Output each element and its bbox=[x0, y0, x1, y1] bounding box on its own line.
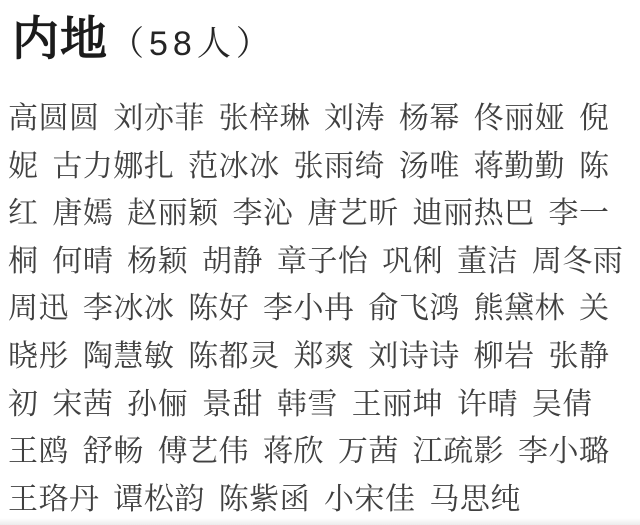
region-title: 内地 bbox=[12, 12, 108, 65]
names-line-4: 桐 何晴 杨颖 胡静 章子怡 巩俐 董洁 周冬雨 bbox=[8, 244, 624, 278]
names-line-6: 晓彤 陶慧敏 陈都灵 郑爽 刘诗诗 柳岩 张静 bbox=[8, 339, 610, 373]
names-line-9: 王珞丹 谭松韵 陈紫函 小宋佳 马思纯 bbox=[8, 482, 521, 516]
names-line-2: 妮 古力娜扎 范冰冰 张雨绮 汤唯 蒋勤勤 陈 bbox=[8, 149, 610, 183]
names-line-5: 周迅 李冰冰 陈好 李小冉 俞飞鸿 熊黛林 关 bbox=[8, 292, 610, 326]
names-line-7: 初 宋茜 孙俪 景甜 韩雪 王丽坤 许晴 吴倩 bbox=[8, 387, 593, 421]
names-list bbox=[8, 95, 640, 523]
names-line-3: 红 唐嫣 赵丽颖 李沁 唐艺昕 迪丽热巴 李一 bbox=[8, 197, 610, 231]
names-line-1: 高圆圆 刘亦菲 张梓琳 刘涛 杨幂 佟丽娅 倪 bbox=[8, 102, 610, 135]
names-line-8: 王鸥 舒畅 傅艺伟 蒋欣 万茜 江疏影 李小璐 bbox=[8, 435, 610, 469]
people-count-label: （58人） bbox=[110, 25, 275, 63]
page-title bbox=[12, 8, 640, 82]
